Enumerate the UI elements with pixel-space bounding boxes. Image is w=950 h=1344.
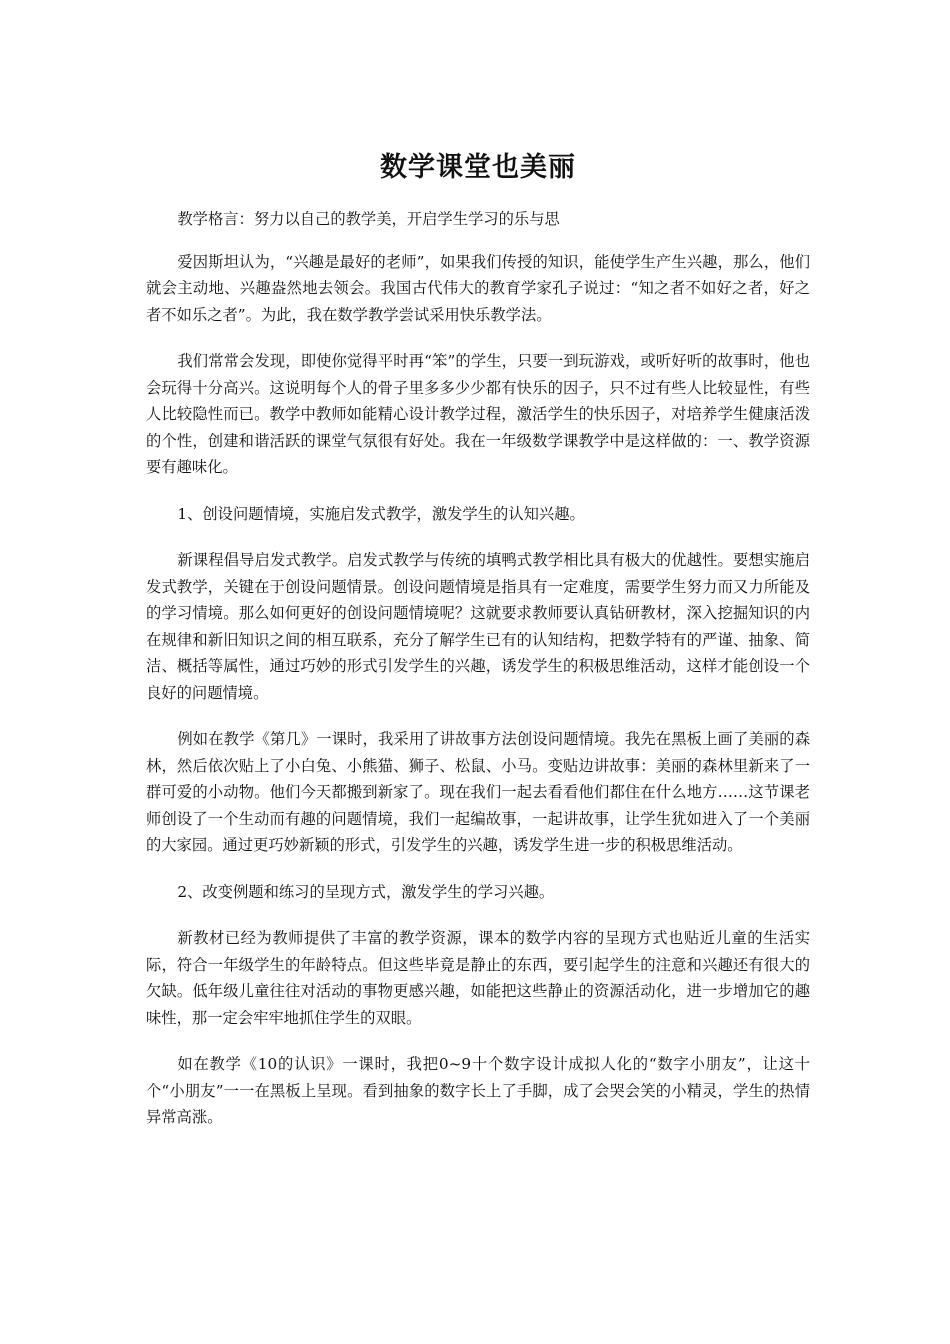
document-title: 数学课堂也美丽: [380, 152, 576, 183]
body-paragraph: 新教材已经为教师提供了丰富的教学资源，课本的数学内容的呈现方式也贴近儿童的生活实际，符合一年级学生的年龄特点。但这些毕竟是静止的东西，要引起学生的注意和兴趣还有很大的欠缺。低年级儿童往往对活动的事物更感兴趣，如能把这些静止的资源活动化，进一步增加它的趣味性，那一定会牢牢地抓住学生的双眼。: [146, 929, 810, 1027]
example-paragraph: 例如在教学《第几》一课时，我采用了讲故事方法创设问题情境。我先在黑板上画了美丽的森林，然后依次贴上了小白兔、小熊猫、狮子、松鼠、小马。变贴边讲故事：美丽的森林里新来了一群可爱的小动物。他们今天都搬到新家了。现在我们一起去看看他们都住在什么地方……这节课老师创设了一个生动而有趣的问题情境，我们一起编故事，一起讲故事，让学生犹如进入了一个美丽的大家园。通过更巧妙新颖的形式，引发学生的兴趣，诱发学生进一步的积极思维活动。: [146, 730, 810, 854]
section-heading-1: 1、创设问题情境，实施启发式教学，激发学生的认知兴趣。: [177, 504, 585, 523]
motto-paragraph: 教学格言：努力以自己的教学美，开启学生学习的乐与思: [177, 210, 560, 228]
intro-paragraph: 爱因斯坦认为，“兴趣是最好的老师”，如果我们传授的知识，能使学生产生兴趣，那么，他们就会主动地、兴趣盎然地去领会。我国古代伟大的教育学家孔子说过：“知之者不如好之者，好之者不如乐之者”。为此，我在数学教学尝试采用快乐教学法。: [146, 252, 810, 324]
document-body: [146, 150, 810, 1151]
body-paragraph: 新课程倡导启发式教学。启发式教学与传统的填鸭式教学相比具有极大的优越性。要想实施启发式教学，关键在于创设问题情景。创设问题情境是指具有一定难度，需要学生努力而又力所能及的学习情境。那么如何更好的创设问题情境呢？这就要求教师要认真钻研教材，深入挖掘知识的内在规律和新旧知识之间的相互联系，充分了解学生已有的认知结构，把数学特有的严谨、抽象、简洁、概括等属性，通过巧妙的形式引发学生的兴趣，诱发学生的积极思维活动，这样才能创设一个良好的问题情境。: [146, 551, 810, 702]
body-paragraph: 我们常常会发现，即使你觉得平时再“笨”的学生，只要一到玩游戏，或听好听的故事时，他也会玩得十分高兴。这说明每个人的骨子里多多少少都有快乐的因子，只不过有些人比较显性，有些人比较隐性而已。教学中教师如能精心设计教学过程，激活学生的快乐因子，对培养学生健康活泼的个性，创建和谐活跃的课堂气氛很有好处。我在一年级数学课教学中是这样做的：一、教学资源要有趣味化。: [146, 352, 810, 476]
example-paragraph: 如在教学《10的认识》一课时，我把0~9十个数字设计成拟人化的“数字小朋友”，让这十个“小朋友”一一在黑板上呈现。看到抽象的数字长上了手脚，成了会哭会笑的小精灵，学生的热情异常高涨。: [146, 1055, 810, 1126]
section-heading-2: 2、改变例题和练习的呈现方式，激发学生的学习兴趣。: [177, 882, 555, 901]
